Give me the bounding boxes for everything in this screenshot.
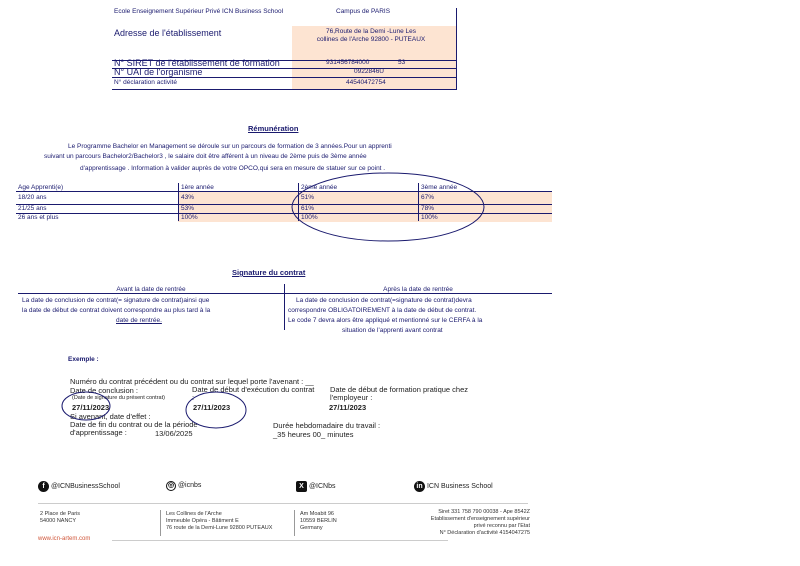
table-cell: 67% bbox=[421, 194, 435, 201]
table-cell: 78% bbox=[421, 205, 435, 212]
highlight-ellipse bbox=[290, 170, 490, 246]
table-cell: 21/25 ans bbox=[18, 205, 47, 212]
facebook-handle: @ICNBusinessSchool bbox=[50, 483, 120, 490]
address-label: Adresse de l'établissement bbox=[114, 28, 222, 38]
linkedin-icon: in bbox=[414, 481, 425, 492]
instagram-handle: @icnbs bbox=[177, 482, 202, 489]
example-conclusion-label: Date de conclusion : bbox=[70, 386, 138, 395]
table-cell: 100% bbox=[181, 214, 198, 221]
signature-left-header: Avant la date de rentrée bbox=[116, 286, 186, 293]
signature-right-line-3: Le code 7 devra alors être appliqué et mentionné sur le CERFA à la bbox=[288, 317, 483, 324]
example-end-label: Date de fin du contrat ou de la période d'apprentissage : bbox=[70, 420, 198, 437]
address-value: 76,Route de la Demi -Lune Les collines de l'Arche 92800 - PUTEAUX bbox=[316, 28, 426, 43]
example-avenant-label: Si avenant, date d'effet : bbox=[70, 412, 151, 421]
table-header-year2: 2ème année bbox=[301, 184, 338, 191]
facebook-icon: f bbox=[38, 481, 49, 492]
example-exec-value: 27/11/2023 bbox=[193, 403, 231, 412]
remuneration-paragraph-3: d'apprentissage . Information à valider auprès de votre OPCO,qui sera en mesure de statuer sur ce point . bbox=[80, 165, 386, 172]
instagram-link[interactable] bbox=[166, 481, 201, 491]
address-puteaux: Les Collines de l'Arche Immeuble Opéra - Bâtiment E 76 route de la Demi-Lune 92800 PUTEAUX bbox=[166, 511, 273, 531]
table-cell: 43% bbox=[181, 194, 195, 201]
uai-value: 0922846U bbox=[354, 68, 384, 75]
uai-label: N° UAI de l'organisme bbox=[114, 67, 203, 77]
website-link[interactable]: www.icn-artem.com bbox=[38, 536, 91, 542]
example-weekly-label: Durée hebdomadaire du travail : bbox=[273, 421, 381, 430]
example-exec-label: Date de début d'exécution du contrat : bbox=[192, 385, 315, 402]
signature-right-header: Après la date de rentrée bbox=[383, 286, 453, 293]
signature-left-line-1: La date de conclusion de contrat(= signature de contrat)ainsi que bbox=[22, 297, 210, 304]
example-end-value: 13/06/2025 bbox=[155, 429, 193, 438]
table-header-year3: 3ème année bbox=[421, 184, 458, 191]
siret-suffix: 53 bbox=[398, 59, 406, 66]
declaration-value: 44540472754 bbox=[346, 79, 386, 86]
example-previous-contract: Numéro du contrat précédent ou du contrat sur lequel porte l'avenant : __ bbox=[70, 377, 314, 386]
declaration-label: N° déclaration activité bbox=[114, 79, 177, 86]
remuneration-paragraph-1: Le Programme Bachelor en Management se déroule sur un parcours de formation de 3 années.Pour un apprenti bbox=[68, 143, 392, 150]
address-nancy: 2 Place de Paris 54000 NANCY bbox=[40, 511, 81, 524]
table-header-year1: 1ère année bbox=[181, 184, 214, 191]
table-cell: 100% bbox=[421, 214, 438, 221]
signature-right-line-2: correspondre OBLIGATOIREMENT à la date de début de contrat. bbox=[288, 307, 477, 314]
legal-info: Siret 331 758 790 00038 - Ape 8542Z Etablissement d'enseignement supérieur privé reconnu par l'Etat N° Déclaration d'activité 4154047275 bbox=[430, 509, 530, 536]
twitter-link[interactable] bbox=[296, 481, 336, 492]
linkedin-handle: ICN Business School bbox=[426, 483, 493, 490]
example-practical-value: 27/11/2023 bbox=[329, 403, 367, 412]
table-cell: 61% bbox=[301, 205, 315, 212]
linkedin-link[interactable] bbox=[414, 481, 493, 492]
signature-right-line-1: La date de conclusion de contrat(=signature de contrat)devra bbox=[296, 297, 472, 304]
table-cell: 100% bbox=[301, 214, 318, 221]
instagram-icon: ◎ bbox=[167, 482, 175, 489]
table-cell: 53% bbox=[181, 205, 195, 212]
example-weekly-value: _35 heures 00_ minutes bbox=[273, 430, 354, 439]
example-label: Exemple : bbox=[68, 356, 99, 363]
twitter-handle: @ICNbs bbox=[308, 483, 336, 490]
example-conclusion-note: (Date de signature du présent contrat) bbox=[72, 395, 165, 401]
signature-right-line-4: situation de l'apprenti avant contrat bbox=[342, 327, 443, 334]
table-cell: 26 ans et plus bbox=[18, 214, 59, 221]
siret-value: 931456784000 bbox=[326, 59, 370, 66]
example-circles bbox=[60, 390, 250, 440]
table-header-age: Age Apprenti(e) bbox=[18, 184, 64, 191]
campus: Campus de PARIS bbox=[336, 8, 391, 15]
example-conclusion-value: 27/11/2023 bbox=[72, 403, 110, 412]
siret-label: N° SIRET de l'établissement de formation bbox=[114, 58, 280, 68]
school-name: Ecole Enseignement Supérieur Privé ICN Business School bbox=[114, 8, 284, 15]
facebook-link[interactable] bbox=[38, 481, 120, 492]
twitter-x-icon: X bbox=[296, 481, 307, 492]
signature-left-line-3: date de rentrée. bbox=[116, 317, 162, 324]
remuneration-title: Rémunération bbox=[248, 124, 299, 133]
table-cell: 18/20 ans bbox=[18, 194, 47, 201]
address-berlin: Am Moabit 96 10559 BERLIN Germany bbox=[300, 511, 337, 531]
example-practical-label: Date de début de formation pratique chez l'employeur : bbox=[330, 385, 469, 402]
table-cell: 51% bbox=[301, 194, 315, 201]
remuneration-paragraph-2: suivant un parcours Bachelor2/Bachelor3 , le salaire doit être afférent à un niveau de 2ème puis de 3ème année bbox=[44, 153, 367, 160]
signature-title: Signature du contrat bbox=[232, 268, 306, 277]
signature-left-line-2: la date de début de contrat doivent correspondre au plus tard à la bbox=[22, 307, 211, 314]
